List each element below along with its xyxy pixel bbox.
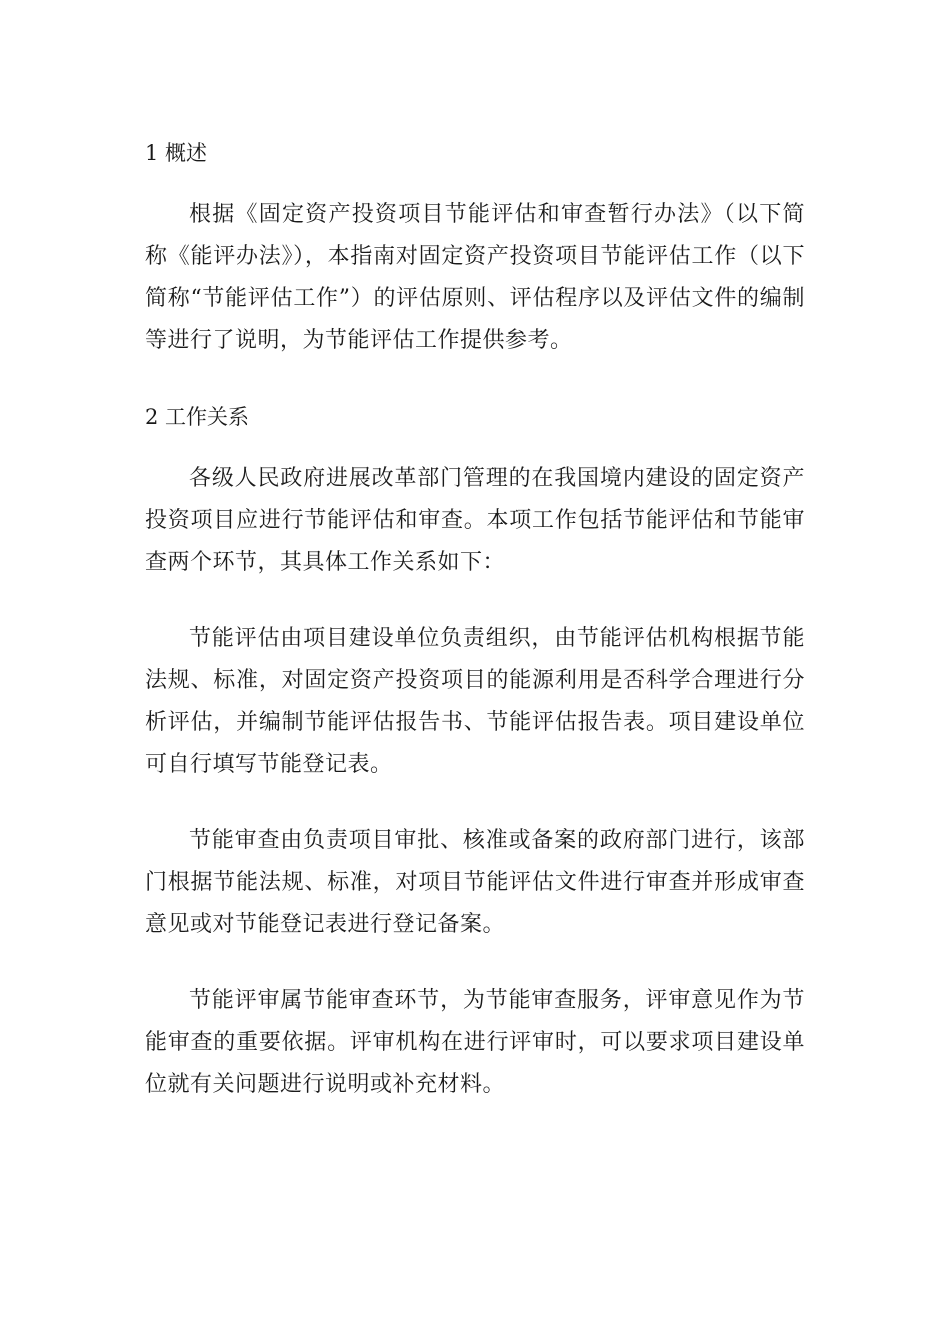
paragraph-energy-review: 节能审查由负责项目审批、核准或备案的政府部门进行，该部门根据节能法规、标准，对项目节能评估文件进行审查并形成审查意见或对节能登记表进行登记备案。 — [145, 828, 805, 937]
document-body — [145, 132, 805, 1140]
section-heading-overview: 1 概述 — [145, 141, 208, 165]
paragraph-scope: 各级人民政府进展改革部门管理的在我国境内建设的固定资产投资项目应进行节能评估和审查。本项工作包括节能评估和节能审查两个环节，其具体工作关系如下： — [145, 466, 805, 575]
section-heading-work-relations: 2 工作关系 — [145, 405, 250, 429]
paragraph-energy-evaluation: 节能评估由项目建设单位负责组织，由节能评估机构根据节能法规、标准，对固定资产投资项目的能源利用是否科学合理进行分析评估，并编制节能评估报告书、节能评估报告表。项目建设单位可自行填写节能登记表。 — [145, 626, 805, 777]
paragraph-overview: 根据《固定资产投资项目节能评估和审查暂行办法》（以下简称《能评办法》），本指南对固定资产投资项目节能评估工作（以下简称“节能评估工作”）的评估原则、评估程序以及评估文件的编制等进行了说明，为节能评估工作提供参考。 — [145, 202, 805, 353]
paragraph-energy-appraisal: 节能评审属节能审查环节，为节能审查服务，评审意见作为节能审查的重要依据。评审机构在进行评审时，可以要求项目建设单位就有关问题进行说明或补充材料。 — [145, 988, 805, 1097]
